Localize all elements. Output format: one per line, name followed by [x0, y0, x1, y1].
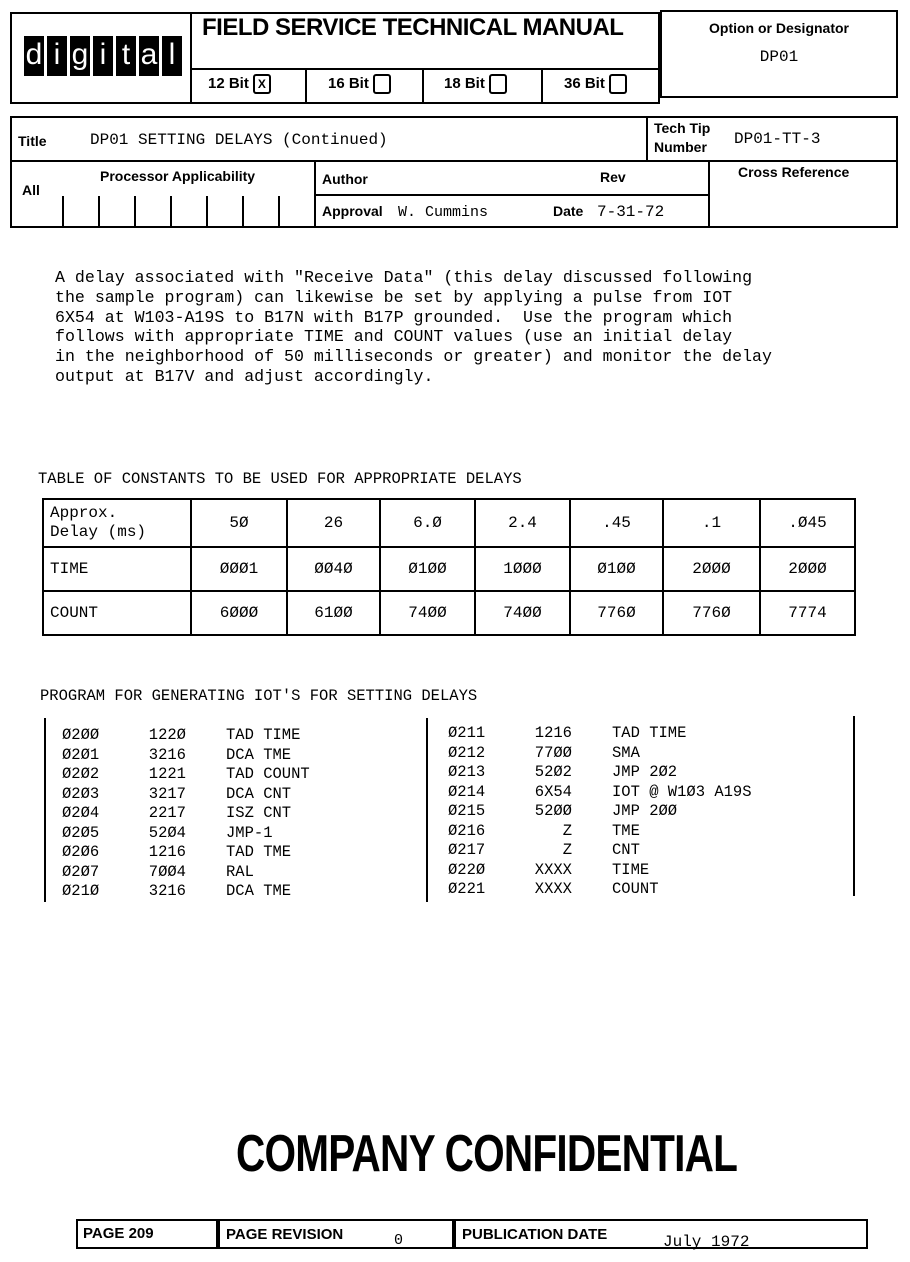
program-line	[62, 882, 426, 902]
body-line: follows with appropriate TIME and COUNT values (use an initial delay	[55, 327, 733, 347]
program-instruction: CNT	[612, 841, 640, 859]
bit-option-16: 16 Bit	[328, 74, 391, 94]
designator-label: Option or Designator	[709, 20, 849, 36]
count-cell: 776Ø	[570, 591, 663, 635]
program-instruction: JMP 2Ø2	[612, 763, 678, 781]
footer-page-revision-value: 0	[394, 1232, 404, 1249]
program-line	[62, 843, 426, 863]
processor-tick	[98, 196, 100, 228]
program-octal-code: XXXX	[534, 860, 572, 879]
program-instruction: ISZ CNT	[226, 804, 292, 822]
processor-tick	[278, 196, 280, 228]
processor-tick	[242, 196, 244, 228]
bit-option-18: 18 Bit	[444, 74, 507, 94]
delay-cell: 2.4	[475, 499, 570, 547]
count-cell: 6ØØØ	[191, 591, 287, 635]
count-cell: 74ØØ	[380, 591, 475, 635]
program-instruction: TAD TIME	[226, 726, 301, 744]
program-octal-code: 52Ø2	[534, 763, 572, 781]
program-line	[62, 765, 426, 785]
program-line	[448, 763, 812, 783]
program-address: Ø2Ø4	[62, 804, 100, 822]
delay-cell: .1	[663, 499, 760, 547]
program-instruction: RAL	[226, 862, 254, 881]
checkbox-36bit	[609, 74, 627, 94]
bit-option-12: 12 Bit X	[208, 74, 271, 94]
program-address: Ø2Ø2	[62, 765, 100, 783]
footer-publication-date-label: PUBLICATION DATE	[462, 1226, 608, 1243]
program-instruction: JMP-1	[226, 823, 273, 842]
program-line	[62, 746, 426, 766]
logo-letter: a	[139, 36, 159, 76]
program-listing-right	[448, 724, 812, 900]
tech-tip-label: Tech Tip Number	[654, 120, 711, 155]
program-address: Ø221	[448, 880, 486, 898]
delay-cell: 26	[287, 499, 380, 547]
program-address: Ø214	[448, 782, 486, 801]
program-octal-code: 6X54	[534, 782, 572, 801]
processor-tick	[170, 196, 172, 228]
program-line	[448, 783, 812, 803]
program-instruction: DCA CNT	[226, 784, 292, 803]
constants-table	[42, 498, 856, 636]
body-line: output at B17V and adjust accordingly.	[55, 366, 434, 386]
processor-tick	[62, 196, 64, 228]
program-address: Ø215	[448, 802, 486, 820]
processor-applicability-label: Processor Applicability	[100, 168, 256, 184]
program-octal-code: Z	[562, 821, 572, 840]
program-address: Ø22Ø	[448, 860, 486, 879]
program-instruction: DCA TME	[226, 882, 292, 900]
program-line	[62, 804, 426, 824]
constants-heading: TABLE OF CONSTANTS TO BE USED FOR APPROPRIATE DELAYS	[38, 470, 522, 488]
program-address: Ø216	[448, 821, 486, 840]
program-address: Ø2Ø1	[62, 745, 100, 764]
designator-value: DP01	[759, 48, 799, 66]
program-octal-code: 3216	[148, 882, 186, 900]
program-octal-code: 52Ø4	[148, 823, 186, 842]
count-cell: 74ØØ	[475, 591, 570, 635]
program-address: Ø2Ø7	[62, 862, 100, 881]
program-line	[62, 785, 426, 805]
program-octal-code: 1216	[534, 724, 572, 742]
program-line	[448, 744, 812, 764]
rev-label: Rev	[600, 169, 626, 185]
footer-page: PAGE 209	[83, 1225, 154, 1242]
program-instruction: COUNT	[612, 880, 659, 898]
program-address: Ø2Ø3	[62, 784, 100, 803]
processor-tick	[206, 196, 208, 228]
delay-cell: .45	[570, 499, 663, 547]
logo-letter: d	[24, 36, 44, 76]
program-octal-code: 3217	[148, 784, 186, 803]
program-line	[62, 824, 426, 844]
cross-reference-label: Cross Reference	[738, 164, 850, 180]
title-value: DP01 SETTING DELAYS (Continued)	[90, 131, 388, 149]
program-octal-code: 1216	[148, 843, 186, 861]
program-heading: PROGRAM FOR GENERATING IOT'S FOR SETTING DELAYS	[40, 687, 478, 705]
program-instruction: TIME	[612, 860, 650, 879]
digital-logo	[24, 36, 182, 76]
body-line: in the neighborhood of 50 milliseconds or greater) and monitor the delay	[55, 347, 772, 367]
company-confidential-stamp: COMPANY CONFIDENTIAL	[236, 1125, 738, 1183]
delay-cell: .Ø45	[760, 499, 855, 547]
program-octal-code: 7ØØ4	[148, 862, 186, 881]
program-line	[448, 822, 812, 842]
program-address: Ø2Ø5	[62, 823, 100, 842]
time-row-label: TIME	[43, 547, 191, 591]
program-octal-code: XXXX	[534, 880, 572, 898]
delay-row-label: Approx. Delay (ms)	[43, 499, 191, 547]
delay-cell: 6.Ø	[380, 499, 475, 547]
logo-letter: g	[70, 36, 90, 76]
program-address: Ø212	[448, 743, 486, 762]
bit-option-36: 36 Bit	[564, 74, 627, 94]
count-cell: 776Ø	[663, 591, 760, 635]
program-address: Ø217	[448, 841, 486, 859]
program-octal-code: 122Ø	[148, 726, 186, 744]
title-label: Title	[18, 133, 47, 149]
manual-title: FIELD SERVICE TECHNICAL MANUAL	[202, 14, 624, 41]
logo-letter: l	[162, 36, 182, 76]
program-line	[448, 802, 812, 822]
program-instruction: JMP 2ØØ	[612, 802, 678, 820]
program-octal-code: Z	[562, 841, 572, 859]
approval-label: Approval	[322, 203, 383, 219]
footer-page-revision-label: PAGE REVISION	[226, 1226, 344, 1243]
checkbox-18bit	[489, 74, 507, 94]
program-address: Ø2ØØ	[62, 726, 100, 744]
program-octal-code: 3216	[148, 745, 186, 764]
time-cell: 1ØØØ	[475, 547, 570, 591]
program-octal-code: 1221	[148, 765, 186, 783]
checkbox-12bit: X	[253, 74, 271, 94]
program-line	[62, 726, 426, 746]
program-instruction: IOT @ W1Ø3 A19S	[612, 782, 752, 801]
body-line: the sample program) can likewise be set by applying a pulse from IOT	[55, 287, 733, 307]
time-cell: ØØ4Ø	[287, 547, 380, 591]
tech-tip-value: DP01-TT-3	[734, 130, 821, 148]
delay-cell: 5Ø	[191, 499, 287, 547]
all-label: All	[22, 182, 40, 198]
processor-tick	[134, 196, 136, 228]
program-address: Ø211	[448, 724, 486, 742]
time-cell: Ø1ØØ	[380, 547, 475, 591]
program-address: Ø21Ø	[62, 882, 100, 900]
program-instruction: TAD COUNT	[226, 765, 310, 783]
program-octal-code: 77ØØ	[534, 743, 572, 762]
program-line	[448, 841, 812, 861]
time-cell: Ø1ØØ	[570, 547, 663, 591]
body-line: A delay associated with "Receive Data" (this delay discussed following	[55, 268, 753, 287]
body-line: 6X54 at W103-A19S to B17N with B17P grounded. Use the program which	[55, 307, 733, 327]
program-octal-code: 2217	[148, 804, 186, 822]
program-listing-left	[62, 726, 426, 902]
program-line	[448, 724, 812, 744]
time-cell: ØØØ1	[191, 547, 287, 591]
logo-letter: t	[116, 36, 136, 76]
date-value: 7-31-72	[597, 203, 665, 221]
program-instruction: TAD TIME	[612, 724, 687, 742]
program-line	[62, 863, 426, 883]
footer-publication-date-value: July 1972	[663, 1233, 750, 1251]
count-row-label: COUNT	[43, 591, 191, 635]
program-line	[448, 861, 812, 881]
program-address: Ø2Ø6	[62, 843, 100, 861]
time-cell: 2ØØØ	[663, 547, 760, 591]
program-instruction: DCA TME	[226, 745, 292, 764]
logo-letter: i	[47, 36, 67, 76]
program-instruction: TME	[612, 821, 640, 840]
checkbox-16bit	[373, 74, 391, 94]
program-instruction: TAD TME	[226, 843, 292, 861]
program-line	[448, 880, 812, 900]
program-instruction: SMA	[612, 743, 640, 762]
count-cell: 61ØØ	[287, 591, 380, 635]
date-label: Date	[553, 203, 584, 219]
count-cell: 7774	[760, 591, 855, 635]
program-octal-code: 52ØØ	[534, 802, 572, 820]
author-label: Author	[322, 171, 368, 187]
approval-value: W. Cummins	[398, 204, 489, 221]
program-address: Ø213	[448, 763, 486, 781]
body-paragraph	[55, 268, 772, 387]
time-cell: 2ØØØ	[760, 547, 855, 591]
logo-letter: i	[93, 36, 113, 76]
